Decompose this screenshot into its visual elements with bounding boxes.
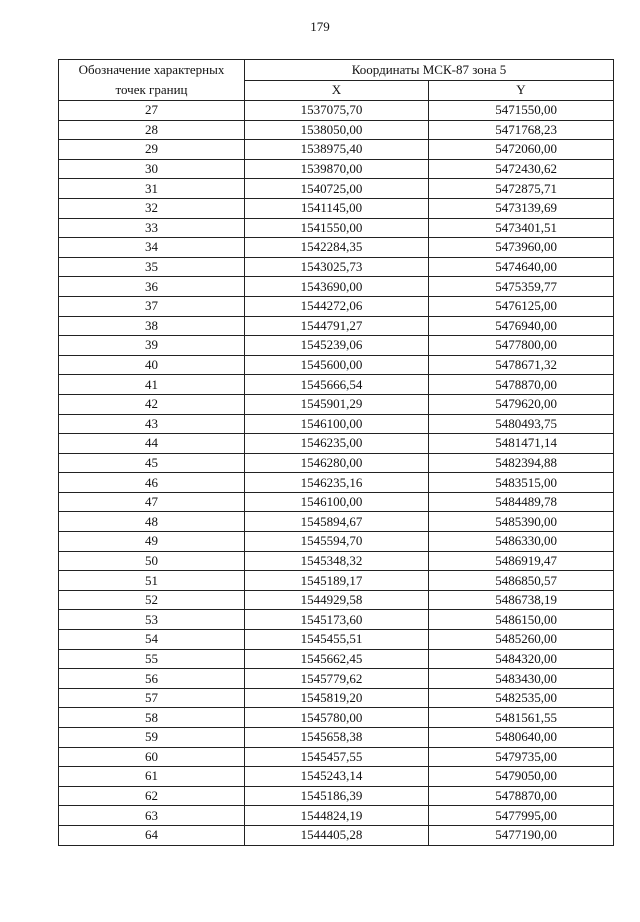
table-row xyxy=(59,140,614,160)
x-cell: 1541550,00 xyxy=(245,218,429,238)
table-row xyxy=(59,786,614,806)
table-row xyxy=(59,257,614,277)
table-row xyxy=(59,394,614,414)
table-row xyxy=(59,218,614,238)
x-cell: 1543025,73 xyxy=(245,257,429,277)
x-cell: 1545348,32 xyxy=(245,551,429,571)
y-cell: 5479620,00 xyxy=(429,394,614,414)
table-row xyxy=(59,434,614,454)
table-header xyxy=(59,60,614,101)
x-cell: 1545186,39 xyxy=(245,786,429,806)
table-row xyxy=(59,473,614,493)
x-cell: 1542284,35 xyxy=(245,238,429,258)
y-cell: 5483430,00 xyxy=(429,669,614,689)
point-cell: 34 xyxy=(59,238,245,258)
y-cell: 5473401,51 xyxy=(429,218,614,238)
y-cell: 5484489,78 xyxy=(429,492,614,512)
point-cell: 56 xyxy=(59,669,245,689)
table-row xyxy=(59,688,614,708)
x-cell: 1546280,00 xyxy=(245,453,429,473)
point-cell: 33 xyxy=(59,218,245,238)
y-cell: 5483515,00 xyxy=(429,473,614,493)
point-cell: 52 xyxy=(59,590,245,610)
table-row xyxy=(59,551,614,571)
x-cell: 1544272,06 xyxy=(245,296,429,316)
point-cell: 60 xyxy=(59,747,245,767)
x-cell: 1545894,67 xyxy=(245,512,429,532)
table-row xyxy=(59,630,614,650)
x-cell: 1544824,19 xyxy=(245,806,429,826)
x-cell: 1545243,14 xyxy=(245,767,429,787)
x-cell: 1545819,20 xyxy=(245,688,429,708)
point-cell: 38 xyxy=(59,316,245,336)
x-cell: 1544791,27 xyxy=(245,316,429,336)
x-cell: 1546100,00 xyxy=(245,414,429,434)
y-cell: 5477800,00 xyxy=(429,336,614,356)
table-row xyxy=(59,355,614,375)
table-row xyxy=(59,728,614,748)
point-cell: 29 xyxy=(59,140,245,160)
x-cell: 1545780,00 xyxy=(245,708,429,728)
y-cell: 5477995,00 xyxy=(429,806,614,826)
y-cell: 5476940,00 xyxy=(429,316,614,336)
y-cell: 5486330,00 xyxy=(429,532,614,552)
point-cell: 58 xyxy=(59,708,245,728)
x-cell: 1540725,00 xyxy=(245,179,429,199)
y-cell: 5486150,00 xyxy=(429,610,614,630)
x-column-header: X xyxy=(245,80,429,101)
point-cell: 59 xyxy=(59,728,245,748)
y-cell: 5485390,00 xyxy=(429,512,614,532)
y-cell: 5486919,47 xyxy=(429,551,614,571)
x-cell: 1538975,40 xyxy=(245,140,429,160)
x-cell: 1539870,00 xyxy=(245,159,429,179)
y-cell: 5486738,19 xyxy=(429,590,614,610)
x-cell: 1541145,00 xyxy=(245,198,429,218)
table-row xyxy=(59,296,614,316)
x-cell: 1545189,17 xyxy=(245,571,429,591)
point-designation-header xyxy=(59,60,245,101)
table-row xyxy=(59,179,614,199)
y-cell: 5471550,00 xyxy=(429,101,614,121)
y-cell: 5478870,00 xyxy=(429,375,614,395)
y-cell: 5473139,69 xyxy=(429,198,614,218)
y-cell: 5482535,00 xyxy=(429,688,614,708)
table-row xyxy=(59,492,614,512)
point-designation-header-line1: Обозначение характерных xyxy=(78,62,225,77)
point-cell: 51 xyxy=(59,571,245,591)
coordinates-table xyxy=(58,59,614,846)
y-cell: 5478671,32 xyxy=(429,355,614,375)
x-cell: 1545173,60 xyxy=(245,610,429,630)
table-row xyxy=(59,590,614,610)
y-cell: 5475359,77 xyxy=(429,277,614,297)
x-cell: 1545600,00 xyxy=(245,355,429,375)
x-cell: 1545239,06 xyxy=(245,336,429,356)
point-cell: 48 xyxy=(59,512,245,532)
x-cell: 1545901,29 xyxy=(245,394,429,414)
x-cell: 1545457,55 xyxy=(245,747,429,767)
x-cell: 1537075,70 xyxy=(245,101,429,121)
x-cell: 1545658,38 xyxy=(245,728,429,748)
table-row xyxy=(59,336,614,356)
point-cell: 43 xyxy=(59,414,245,434)
y-cell: 5480493,75 xyxy=(429,414,614,434)
point-cell: 55 xyxy=(59,649,245,669)
x-cell: 1544405,28 xyxy=(245,825,429,845)
table-row xyxy=(59,747,614,767)
table-row xyxy=(59,532,614,552)
table-row xyxy=(59,159,614,179)
x-cell: 1545594,70 xyxy=(245,532,429,552)
x-cell: 1545666,54 xyxy=(245,375,429,395)
point-cell: 42 xyxy=(59,394,245,414)
point-cell: 39 xyxy=(59,336,245,356)
point-cell: 31 xyxy=(59,179,245,199)
table-row xyxy=(59,825,614,845)
y-cell: 5478870,00 xyxy=(429,786,614,806)
x-cell: 1546100,00 xyxy=(245,492,429,512)
y-cell: 5473960,00 xyxy=(429,238,614,258)
table-row xyxy=(59,649,614,669)
point-cell: 41 xyxy=(59,375,245,395)
x-cell: 1546235,00 xyxy=(245,434,429,454)
table-body xyxy=(59,101,614,846)
x-cell: 1546235,16 xyxy=(245,473,429,493)
y-cell: 5471768,23 xyxy=(429,120,614,140)
table-row xyxy=(59,375,614,395)
x-cell: 1544929,58 xyxy=(245,590,429,610)
table-row xyxy=(59,806,614,826)
table-row xyxy=(59,767,614,787)
y-cell: 5472060,00 xyxy=(429,140,614,160)
point-cell: 53 xyxy=(59,610,245,630)
coordinates-system-header: Координаты МСК-87 зона 5 xyxy=(245,60,614,81)
table-row xyxy=(59,571,614,591)
y-cell: 5486850,57 xyxy=(429,571,614,591)
header-row-top xyxy=(59,60,614,81)
y-cell: 5485260,00 xyxy=(429,630,614,650)
table-row xyxy=(59,669,614,689)
point-cell: 50 xyxy=(59,551,245,571)
y-cell: 5472875,71 xyxy=(429,179,614,199)
y-cell: 5479735,00 xyxy=(429,747,614,767)
table-row xyxy=(59,238,614,258)
table-row xyxy=(59,198,614,218)
y-cell: 5477190,00 xyxy=(429,825,614,845)
y-cell: 5480640,00 xyxy=(429,728,614,748)
point-cell: 57 xyxy=(59,688,245,708)
page-number: 179 xyxy=(310,19,330,34)
point-designation-header-line2: точек границ xyxy=(115,82,188,97)
x-cell: 1545779,62 xyxy=(245,669,429,689)
table-row xyxy=(59,708,614,728)
x-cell: 1538050,00 xyxy=(245,120,429,140)
point-cell: 27 xyxy=(59,101,245,121)
table-row xyxy=(59,453,614,473)
table-row xyxy=(59,101,614,121)
point-cell: 61 xyxy=(59,767,245,787)
point-cell: 40 xyxy=(59,355,245,375)
point-cell: 45 xyxy=(59,453,245,473)
y-cell: 5474640,00 xyxy=(429,257,614,277)
y-column-header: Y xyxy=(429,80,614,101)
point-cell: 28 xyxy=(59,120,245,140)
y-cell: 5476125,00 xyxy=(429,296,614,316)
table-row xyxy=(59,512,614,532)
point-cell: 47 xyxy=(59,492,245,512)
x-cell: 1545662,45 xyxy=(245,649,429,669)
y-cell: 5479050,00 xyxy=(429,767,614,787)
table-row xyxy=(59,120,614,140)
point-cell: 46 xyxy=(59,473,245,493)
point-cell: 64 xyxy=(59,825,245,845)
point-cell: 35 xyxy=(59,257,245,277)
point-cell: 49 xyxy=(59,532,245,552)
point-cell: 30 xyxy=(59,159,245,179)
table-row xyxy=(59,316,614,336)
point-cell: 54 xyxy=(59,630,245,650)
point-cell: 44 xyxy=(59,434,245,454)
y-cell: 5482394,88 xyxy=(429,453,614,473)
x-cell: 1543690,00 xyxy=(245,277,429,297)
point-cell: 63 xyxy=(59,806,245,826)
x-cell: 1545455,51 xyxy=(245,630,429,650)
point-cell: 37 xyxy=(59,296,245,316)
y-cell: 5472430,62 xyxy=(429,159,614,179)
y-cell: 5484320,00 xyxy=(429,649,614,669)
point-cell: 32 xyxy=(59,198,245,218)
point-cell: 62 xyxy=(59,786,245,806)
point-cell: 36 xyxy=(59,277,245,297)
y-cell: 5481471,14 xyxy=(429,434,614,454)
table-row xyxy=(59,277,614,297)
y-cell: 5481561,55 xyxy=(429,708,614,728)
table-row xyxy=(59,610,614,630)
table-row xyxy=(59,414,614,434)
